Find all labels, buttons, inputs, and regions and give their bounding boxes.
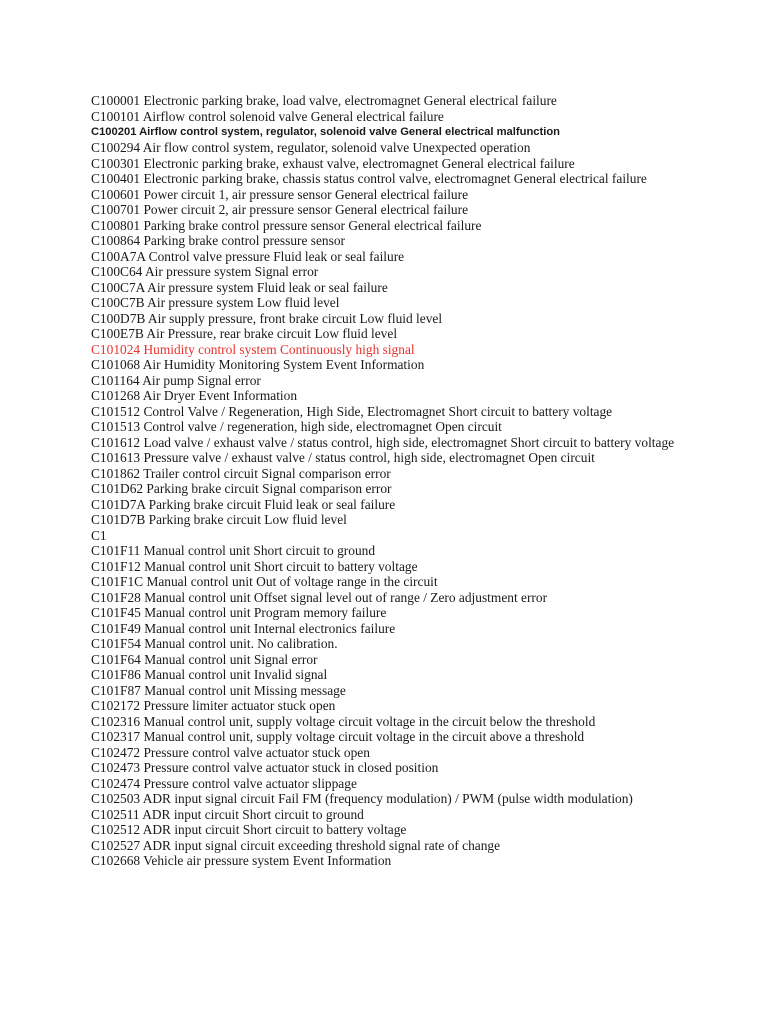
fault-code-line: C101D7A Parking brake circuit Fluid leak or seal failure <box>91 496 396 512</box>
fault-code-line: C100401 Electronic parking brake, chassis status control valve, electromagnet General electrical failure <box>91 171 647 186</box>
fault-code-line: C102668 Vehicle air pressure system Event Information <box>91 853 392 868</box>
fault-code-line: C101F64 Manual control unit Signal error <box>91 651 318 667</box>
fault-code-line: C100D7B Air supply pressure, front brake circuit Low fluid level <box>91 310 443 326</box>
fault-code-line: C100E7B Air Pressure, rear brake circuit Low fluid level <box>91 326 398 341</box>
fault-code-line: C102511 ADR input circuit Short circuit to ground <box>91 806 364 822</box>
fault-code-line: C100C64 Air pressure system Signal error <box>91 264 319 279</box>
fault-code-line: C100701 Power circuit 2, air pressure sensor General electrical failure <box>91 202 469 217</box>
fault-code-line: C102474 Pressure control valve actuator slippage <box>91 775 357 791</box>
fault-code-line: C101612 Load valve / exhaust valve / status control, high side, electromagnet Short circuit to battery voltage <box>91 434 675 450</box>
fault-code-line: C101D7B Parking brake circuit Low fluid level <box>91 512 347 527</box>
fault-code-line: C100801 Parking brake control pressure sensor General electrical failure <box>91 217 482 233</box>
fault-code-line: C101F49 Manual control unit Internal electronics failure <box>91 620 396 636</box>
fault-code-line: C101F45 Manual control unit Program memory failure <box>91 605 387 620</box>
fault-code-line: C102472 Pressure control valve actuator stuck open <box>91 744 370 760</box>
fault-code-line: C102316 Manual control unit, supply voltage circuit voltage in the circuit below the threshold <box>91 713 596 729</box>
fault-code-line: C102473 Pressure control valve actuator stuck in closed position <box>91 760 439 775</box>
highlighted-fault-code-line: C101024 Humidity control system Continuously high signal <box>91 341 415 357</box>
fault-code-line: C101862 Trailer control circuit Signal comparison error <box>91 465 391 481</box>
fault-code-line: C101F54 Manual control unit. No calibration. <box>91 636 338 651</box>
fault-code-line: C101F86 Manual control unit Invalid signal <box>91 667 328 682</box>
fault-code-line: C102527 ADR input signal circuit exceeding threshold signal rate of change <box>91 837 501 853</box>
fault-code-line: C101268 Air Dryer Event Information <box>91 388 298 403</box>
fault-code-line: C101512 Control Valve / Regeneration, High Side, Electromagnet Short circuit to battery voltage <box>91 403 613 419</box>
fault-code-line: C100601 Power circuit 1, air pressure sensor General electrical failure <box>91 186 469 202</box>
fault-code-line: C100001 Electronic parking brake, load valve, electromagnet General electrical failure <box>91 93 557 108</box>
document-page <box>91 93 691 869</box>
fault-code-line: C100294 Air flow control system, regulator, solenoid valve Unexpected operation <box>91 140 531 155</box>
fault-code-line: C101F11 Manual control unit Short circuit to ground <box>91 543 376 558</box>
fault-code-line: C102512 ADR input circuit Short circuit to battery voltage <box>91 822 407 837</box>
fault-code-line: C100C7B Air pressure system Low fluid level <box>91 295 340 310</box>
fault-code-line: C101068 Air Humidity Monitoring System Event Information <box>91 357 425 372</box>
fault-code-line: C101513 Control valve / regeneration, high side, electromagnet Open circuit <box>91 419 502 434</box>
fault-code-line: C101F28 Manual control unit Offset signal level out of range / Zero adjustment error <box>91 589 548 605</box>
fault-code-line: C100C7A Air pressure system Fluid leak or seal failure <box>91 279 388 295</box>
fault-code-line: C101F12 Manual control unit Short circuit to battery voltage <box>91 558 418 574</box>
fault-code-line: C1 <box>91 527 107 543</box>
fault-code-line: C101613 Pressure valve / exhaust valve / status control, high side, electromagnet Open circuit <box>91 450 595 465</box>
fault-code-line: C100A7A Control valve pressure Fluid leak or seal failure <box>91 248 405 264</box>
fault-code-line: C101F87 Manual control unit Missing message <box>91 682 346 698</box>
fault-code-line: C100301 Electronic parking brake, exhaust valve, electromagnet General electrical failure <box>91 155 575 171</box>
fault-code-line: C102317 Manual control unit, supply voltage circuit voltage in the circuit above a threshold <box>91 729 585 744</box>
fault-code-line: C102172 Pressure limiter actuator stuck open <box>91 698 336 713</box>
fault-code-line: C101164 Air pump Signal error <box>91 372 261 388</box>
fault-code-line: C102503 ADR input signal circuit Fail FM (frequency modulation) / PWM (pulse width modulation) <box>91 791 633 806</box>
fault-code-line: C100864 Parking brake control pressure sensor <box>91 233 345 248</box>
fault-code-line: C101D62 Parking brake circuit Signal comparison error <box>91 481 392 496</box>
fault-code-line: C100201 Airflow control system, regulator, solenoid valve General electrical malfunction <box>91 126 560 138</box>
fault-code-line: C101F1C Manual control unit Out of voltage range in the circuit <box>91 574 438 589</box>
fault-code-line: C100101 Airflow control solenoid valve General electrical failure <box>91 108 444 124</box>
